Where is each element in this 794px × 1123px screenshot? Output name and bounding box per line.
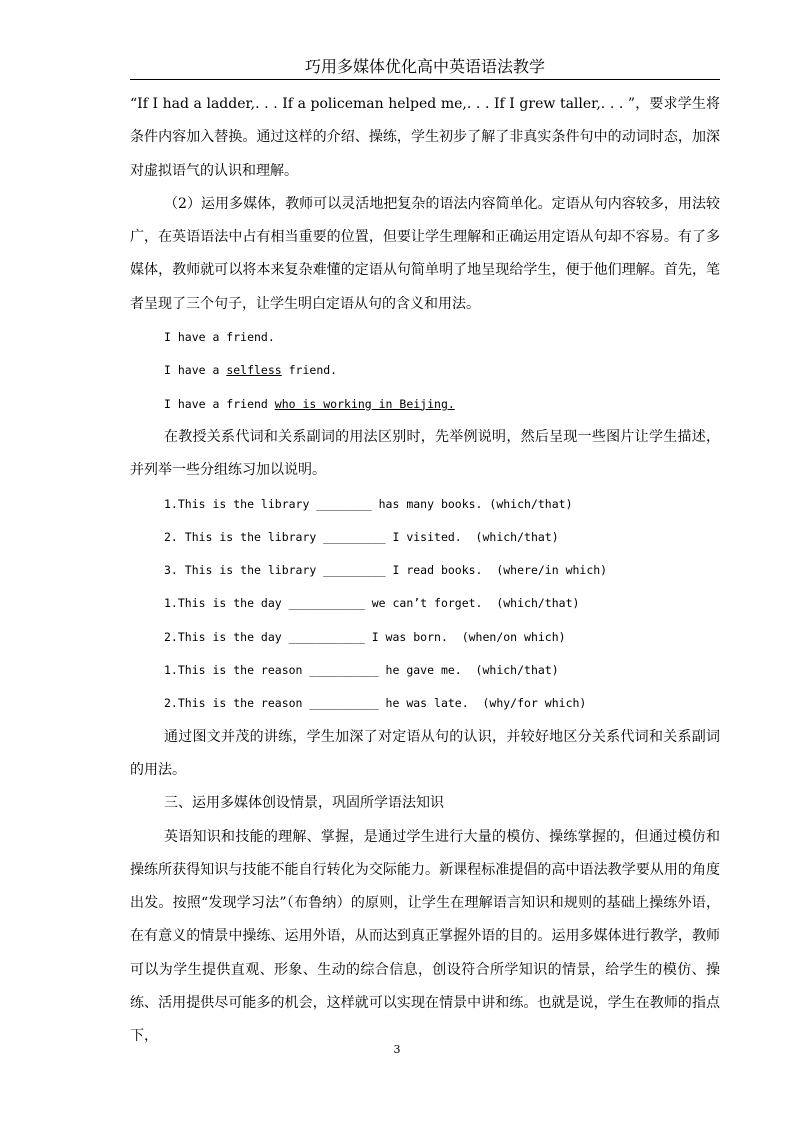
document-body [130, 88, 720, 1054]
example-3-underlined: who is working in Beijing. [274, 396, 455, 411]
paragraph-relative-words: 在教授关系代词和关系副词的用法区别时，先举例说明，然后呈现一些图片让学生描述，并列举一些分组练习加以说明。 [130, 428, 720, 479]
exercise-item: 2.This is the day ___________ I was born. (when/on which) [164, 629, 566, 644]
header-rule [130, 79, 720, 80]
exercise-item: 2. This is the library _________ I visited. (which/that) [164, 529, 559, 544]
example-sentence-1: I have a friend. [164, 330, 275, 345]
exercise-item: 3. This is the library _________ I read books. (where/in which) [164, 563, 608, 578]
exercise-item: 1.This is the library ________ has many books. (which/that) [164, 496, 573, 511]
paragraph-summary: 通过图文并茂的讲练，学生加深了对定语从句的认识，并较好地区分关系代词和关系副词的用法。 [130, 728, 720, 778]
example-2-suffix: friend. [281, 363, 338, 378]
exercise-item: 1.This is the day ___________ we can’t forget. (which/that) [164, 596, 580, 611]
page-header-title: 巧用多媒体优化高中英语语法教学 [304, 57, 545, 76]
paragraph-situational-teaching: 英语知识和技能的理解、掌握，是通过学生进行大量的模仿、操练掌握的，但通过模仿和操练所获得知识与技能不能自行转化为交际能力。新课程标准提倡的高中语法教学要从用的角度出发。按照“发现学习法”（布鲁纳）的原则，让学生在理解语言知识和规则的基础上操练外语，在有意义的情景中操练、运用外语，从而达到真正掌握外语的目的。运用多媒体进行教学，教师可以为学生提供直观、形象、生动的综合信息，创设符合所学知识的情景，给学生的模仿、操练、活用提供尽可能多的机会，这样就可以实现在情景中讲和练。也就是说，学生在教师的指点下， [130, 828, 720, 1045]
paragraph-attributive-clause-intro: （2）运用多媒体，教师可以灵活地把复杂的语法内容简单化。定语从句内容较多，用法较广，在英语语法中占有相当重要的位置，但要让学生理解和正确运用定语从句却不容易。有了多媒体，教师就可以将本来复杂难懂的定语从句简单明了地呈现给学生，便于他们理解。首先，笔者呈现了三个句子，让学生明白定语从句的含义和用法。 [130, 195, 720, 312]
section-heading-3: 三、运用多媒体创设情景，巩固所学语法知识 [164, 795, 444, 812]
example-2-prefix: I have a [164, 363, 227, 378]
example-sentence-3 [130, 388, 720, 421]
paragraph-conditional: “If I had a ladder,. . . If a policeman helped me,. . . If I grew taller,. . . ”，要求学生将条件内容加入替换。通过这样的介绍、操练，学生初步了解了非真实条件句中的动词时态，加深对虚拟语气的认识和理解。 [130, 96, 720, 179]
exercise-item: 1.This is the reason __________ he gave me. (which/that) [164, 663, 559, 678]
example-sentence-2 [130, 354, 720, 387]
page-number: 3 [393, 1043, 401, 1056]
exercise-item: 2.This is the reason __________ he was late. (why/for which) [164, 696, 587, 711]
example-3-prefix: I have a friend [164, 396, 275, 411]
example-2-underlined: selfless [226, 363, 282, 378]
